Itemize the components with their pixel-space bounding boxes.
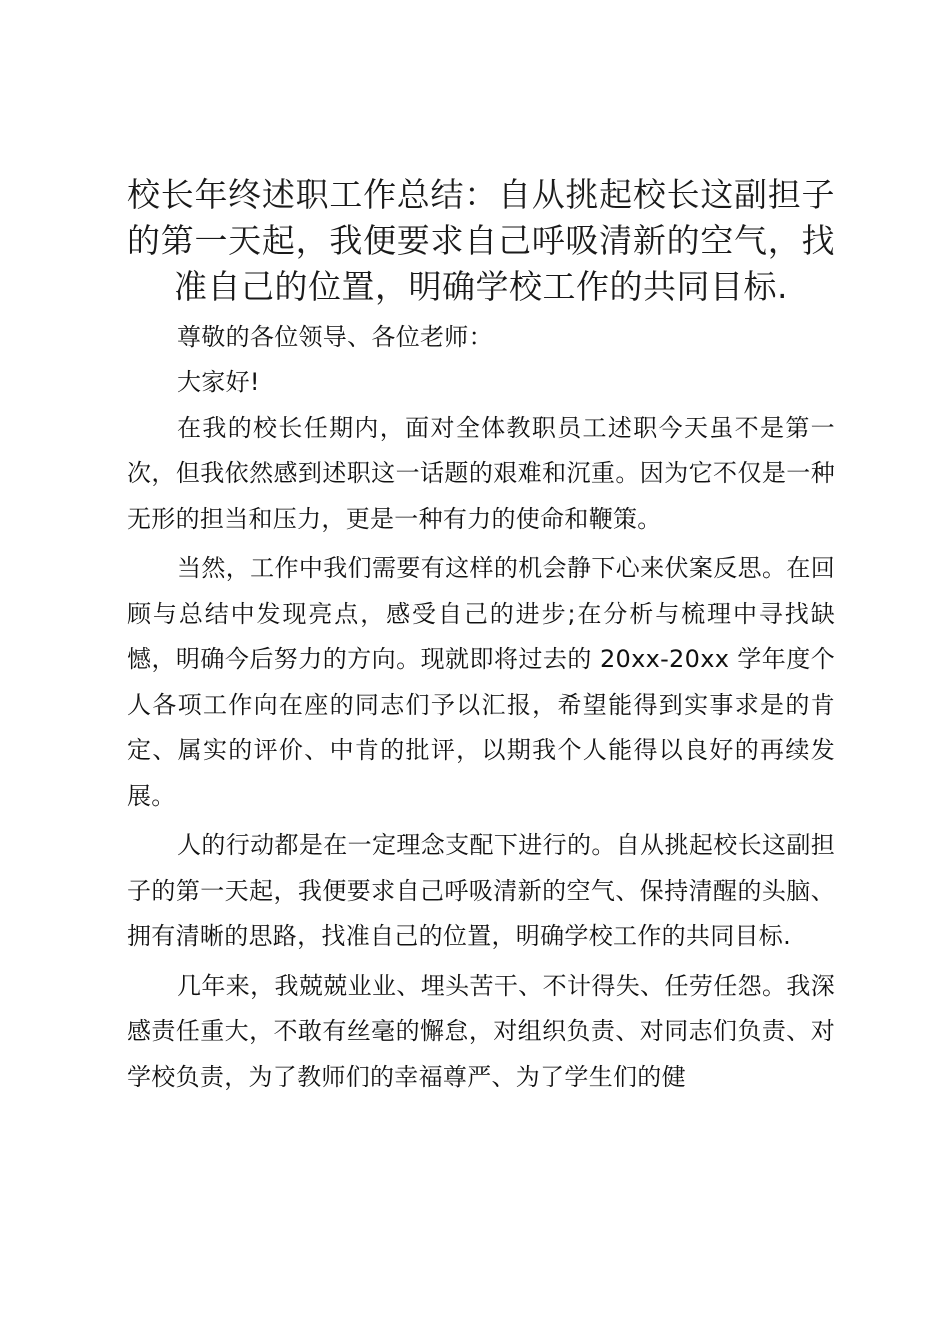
body-paragraph-4: 几年来，我兢兢业业、埋头苦干、不计得失、任劳任怨。我深感责任重大，不敢有丝毫的懈怠，对组织负责、对同志们负责、对学校负责，为了教师们的幸福尊严、为了学生们的健 [127,971,835,1091]
document-title: 校长年终述职工作总结：自从挑起校长这副担子的第一天起，我便要求自己呼吸清新的空气，找准自己的位置，明确学校工作的共同目标. [127,175,835,307]
body-paragraph-1: 在我的校长任期内，面对全体教职员工述职今天虽不是第一次，但我依然感到述职这一话题的艰难和沉重。因为它不仅是一种无形的担当和压力，更是一种有力的使命和鞭策。 [127,413,835,533]
salutation-line: 大家好! [177,368,260,397]
document-page [127,172,835,1100]
body-paragraph-3: 人的行动都是在一定理念支配下进行的。自从挑起校长这副担子的第一天起，我便要求自己呼吸清新的空气、保持清醒的头脑、拥有清晰的思路，找准自己的位置，明确学校工作的共同目标. [127,831,835,951]
greeting-line: 尊敬的各位领导、各位老师： [177,322,493,351]
body-paragraph-2: 当然，工作中我们需要有这样的机会静下心来伏案反思。在回顾与总结中发现亮点，感受自己的进步;在分析与梳理中寻找缺憾，明确今后努力的方向。现就即将过去的 20xx-20xx 学年度个人各项工作向在座的同志们予以汇报，希望能得到实事求是的肯定、属实的评价、中肯的批评，以期我个人能得以良好的再续发展。 [127,554,835,810]
